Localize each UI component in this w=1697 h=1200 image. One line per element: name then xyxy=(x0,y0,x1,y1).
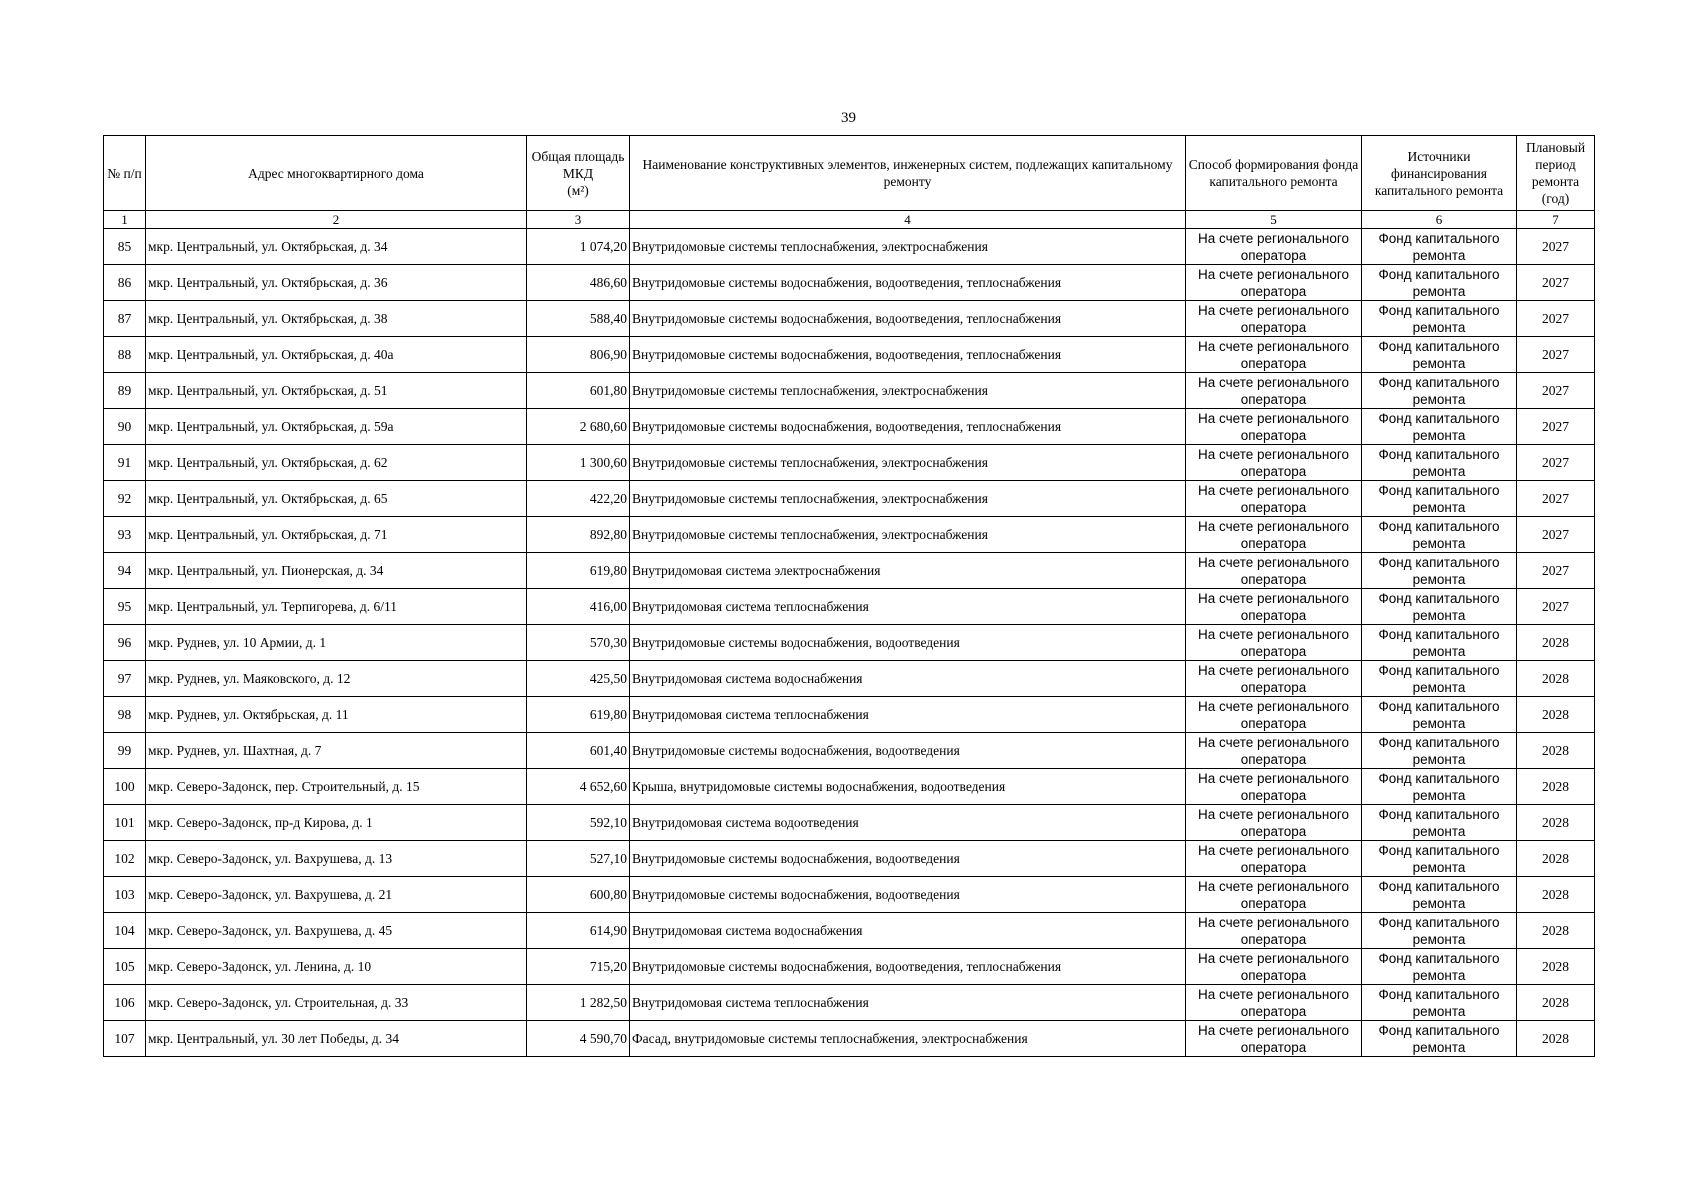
table-row xyxy=(104,625,1595,661)
row-number: 105 xyxy=(104,949,146,985)
area-cell: 1 074,20 xyxy=(527,229,630,265)
fund-method-cell: На счете регионального оператора xyxy=(1186,661,1362,697)
fund-method-cell: На счете регионального оператора xyxy=(1186,589,1362,625)
table-row xyxy=(104,553,1595,589)
address-cell: мкр. Руднев, ул. Октябрьская, д. 11 xyxy=(146,697,527,733)
elements-cell: Внутридомовые системы водоснабжения, водоотведения xyxy=(630,841,1186,877)
row-number: 98 xyxy=(104,697,146,733)
year-cell: 2028 xyxy=(1517,985,1595,1021)
area-cell: 806,90 xyxy=(527,337,630,373)
funding-source-cell: Фонд капитального ремонта xyxy=(1362,265,1517,301)
year-cell: 2027 xyxy=(1517,337,1595,373)
area-cell: 600,80 xyxy=(527,877,630,913)
address-cell: мкр. Центральный, ул. Октябрьская, д. 34 xyxy=(146,229,527,265)
row-number: 93 xyxy=(104,517,146,553)
fund-method-cell: На счете регионального оператора xyxy=(1186,877,1362,913)
elements-cell: Внутридомовые системы теплоснабжения, электроснабжения xyxy=(630,229,1186,265)
table-row xyxy=(104,661,1595,697)
elements-cell: Фасад, внутридомовые системы теплоснабжения, электроснабжения xyxy=(630,1021,1186,1057)
column-number: 1 xyxy=(104,211,146,229)
year-cell: 2027 xyxy=(1517,265,1595,301)
table-row xyxy=(104,481,1595,517)
row-number: 99 xyxy=(104,733,146,769)
row-number: 107 xyxy=(104,1021,146,1057)
table-row xyxy=(104,841,1595,877)
fund-method-cell: На счете регионального оператора xyxy=(1186,805,1362,841)
area-cell: 601,40 xyxy=(527,733,630,769)
address-cell: мкр. Северо-Задонск, пер. Строительный, д. 15 xyxy=(146,769,527,805)
page-number: 39 xyxy=(841,110,856,126)
table-row xyxy=(104,337,1595,373)
elements-cell: Внутридомовые системы водоснабжения, водоотведения xyxy=(630,625,1186,661)
funding-source-cell: Фонд капитального ремонта xyxy=(1362,913,1517,949)
year-cell: 2028 xyxy=(1517,913,1595,949)
repair-schedule-table xyxy=(103,135,1595,1057)
row-number: 85 xyxy=(104,229,146,265)
funding-source-cell: Фонд капитального ремонта xyxy=(1362,625,1517,661)
funding-source-cell: Фонд капитального ремонта xyxy=(1362,337,1517,373)
area-cell: 892,80 xyxy=(527,517,630,553)
funding-source-cell: Фонд капитального ремонта xyxy=(1362,373,1517,409)
fund-method-cell: На счете регионального оператора xyxy=(1186,301,1362,337)
address-cell: мкр. Северо-Задонск, ул. Вахрушева, д. 21 xyxy=(146,877,527,913)
elements-cell: Внутридомовая система водоснабжения xyxy=(630,661,1186,697)
header-period: Плановый период ремонта (год) xyxy=(1517,136,1595,211)
area-cell: 619,80 xyxy=(527,697,630,733)
table-row xyxy=(104,877,1595,913)
elements-cell: Внутридомовые системы водоснабжения, водоотведения, теплоснабжения xyxy=(630,409,1186,445)
table-row xyxy=(104,985,1595,1021)
funding-source-cell: Фонд капитального ремонта xyxy=(1362,445,1517,481)
address-cell: мкр. Центральный, ул. Октябрьская, д. 40а xyxy=(146,337,527,373)
header-sources: Источники финансирования капитального ремонта xyxy=(1362,136,1517,211)
row-number: 96 xyxy=(104,625,146,661)
area-cell: 601,80 xyxy=(527,373,630,409)
row-number: 95 xyxy=(104,589,146,625)
year-cell: 2027 xyxy=(1517,445,1595,481)
year-cell: 2027 xyxy=(1517,481,1595,517)
year-cell: 2028 xyxy=(1517,733,1595,769)
table-row xyxy=(104,769,1595,805)
area-cell: 416,00 xyxy=(527,589,630,625)
area-cell: 422,20 xyxy=(527,481,630,517)
table-row xyxy=(104,229,1595,265)
area-cell: 614,90 xyxy=(527,913,630,949)
area-cell: 4 652,60 xyxy=(527,769,630,805)
year-cell: 2028 xyxy=(1517,805,1595,841)
header-address: Адрес многоквартирного дома xyxy=(146,136,527,211)
address-cell: мкр. Руднев, ул. 10 Армии, д. 1 xyxy=(146,625,527,661)
table-row xyxy=(104,409,1595,445)
elements-cell: Внутридомовая система теплоснабжения xyxy=(630,589,1186,625)
year-cell: 2027 xyxy=(1517,517,1595,553)
funding-source-cell: Фонд капитального ремонта xyxy=(1362,1021,1517,1057)
address-cell: мкр. Центральный, ул. Октябрьская, д. 71 xyxy=(146,517,527,553)
elements-cell: Внутридомовые системы водоснабжения, водоотведения, теплоснабжения xyxy=(630,949,1186,985)
table-row xyxy=(104,445,1595,481)
fund-method-cell: На счете регионального оператора xyxy=(1186,337,1362,373)
area-cell: 425,50 xyxy=(527,661,630,697)
elements-cell: Внутридомовые системы водоснабжения, водоотведения xyxy=(630,877,1186,913)
elements-cell: Внутридомовые системы теплоснабжения, электроснабжения xyxy=(630,445,1186,481)
table-body xyxy=(104,229,1595,1057)
table-row xyxy=(104,949,1595,985)
funding-source-cell: Фонд капитального ремонта xyxy=(1362,553,1517,589)
fund-method-cell: На счете регионального оператора xyxy=(1186,985,1362,1021)
funding-source-cell: Фонд капитального ремонта xyxy=(1362,301,1517,337)
funding-source-cell: Фонд капитального ремонта xyxy=(1362,409,1517,445)
column-numbers-row xyxy=(104,211,1595,229)
funding-source-cell: Фонд капитального ремонта xyxy=(1362,877,1517,913)
area-cell: 2 680,60 xyxy=(527,409,630,445)
fund-method-cell: На счете регионального оператора xyxy=(1186,769,1362,805)
area-cell: 1 282,50 xyxy=(527,985,630,1021)
address-cell: мкр. Центральный, ул. Октябрьская, д. 65 xyxy=(146,481,527,517)
fund-method-cell: На счете регионального оператора xyxy=(1186,409,1362,445)
fund-method-cell: На счете регионального оператора xyxy=(1186,481,1362,517)
funding-source-cell: Фонд капитального ремонта xyxy=(1362,517,1517,553)
area-cell: 527,10 xyxy=(527,841,630,877)
table-row xyxy=(104,373,1595,409)
table-row xyxy=(104,301,1595,337)
area-cell: 715,20 xyxy=(527,949,630,985)
address-cell: мкр. Северо-Задонск, ул. Вахрушева, д. 45 xyxy=(146,913,527,949)
year-cell: 2028 xyxy=(1517,949,1595,985)
funding-source-cell: Фонд капитального ремонта xyxy=(1362,985,1517,1021)
area-cell: 1 300,60 xyxy=(527,445,630,481)
row-number: 94 xyxy=(104,553,146,589)
year-cell: 2027 xyxy=(1517,589,1595,625)
header-area xyxy=(527,136,630,211)
elements-cell: Внутридомовая система водоснабжения xyxy=(630,913,1186,949)
funding-source-cell: Фонд капитального ремонта xyxy=(1362,841,1517,877)
header-area-label: Общая площадь МКД xyxy=(531,148,625,181)
fund-method-cell: На счете регионального оператора xyxy=(1186,733,1362,769)
address-cell: мкр. Центральный, ул. Октябрьская, д. 62 xyxy=(146,445,527,481)
column-number: 7 xyxy=(1517,211,1595,229)
fund-method-cell: На счете регионального оператора xyxy=(1186,517,1362,553)
address-cell: мкр. Северо-Задонск, ул. Ленина, д. 10 xyxy=(146,949,527,985)
year-cell: 2027 xyxy=(1517,553,1595,589)
table-row xyxy=(104,1021,1595,1057)
year-cell: 2028 xyxy=(1517,1021,1595,1057)
column-number: 4 xyxy=(630,211,1186,229)
fund-method-cell: На счете регионального оператора xyxy=(1186,949,1362,985)
funding-source-cell: Фонд капитального ремонта xyxy=(1362,661,1517,697)
address-cell: мкр. Центральный, ул. Октябрьская, д. 51 xyxy=(146,373,527,409)
fund-method-cell: На счете регионального оператора xyxy=(1186,1021,1362,1057)
column-number: 6 xyxy=(1362,211,1517,229)
elements-cell: Внутридомовая система водоотведения xyxy=(630,805,1186,841)
fund-method-cell: На счете регионального оператора xyxy=(1186,229,1362,265)
fund-method-cell: На счете регионального оператора xyxy=(1186,841,1362,877)
elements-cell: Внутридомовые системы водоснабжения, водоотведения xyxy=(630,733,1186,769)
fund-method-cell: На счете регионального оператора xyxy=(1186,265,1362,301)
row-number: 89 xyxy=(104,373,146,409)
column-number: 5 xyxy=(1186,211,1362,229)
fund-method-cell: На счете регионального оператора xyxy=(1186,445,1362,481)
funding-source-cell: Фонд капитального ремонта xyxy=(1362,733,1517,769)
row-number: 87 xyxy=(104,301,146,337)
year-cell: 2028 xyxy=(1517,841,1595,877)
elements-cell: Крыша, внутридомовые системы водоснабжения, водоотведения xyxy=(630,769,1186,805)
elements-cell: Внутридомовая система теплоснабжения xyxy=(630,985,1186,1021)
area-cell: 570,30 xyxy=(527,625,630,661)
elements-cell: Внутридомовая система электроснабжения xyxy=(630,553,1186,589)
table-row xyxy=(104,733,1595,769)
fund-method-cell: На счете регионального оператора xyxy=(1186,373,1362,409)
address-cell: мкр. Центральный, ул. Терпигорева, д. 6/11 xyxy=(146,589,527,625)
year-cell: 2028 xyxy=(1517,769,1595,805)
year-cell: 2027 xyxy=(1517,373,1595,409)
header-area-unit: (м²) xyxy=(567,182,589,198)
row-number: 102 xyxy=(104,841,146,877)
row-number: 86 xyxy=(104,265,146,301)
year-cell: 2028 xyxy=(1517,877,1595,913)
row-number: 106 xyxy=(104,985,146,1021)
fund-method-cell: На счете регионального оператора xyxy=(1186,553,1362,589)
year-cell: 2028 xyxy=(1517,661,1595,697)
elements-cell: Внутридомовые системы водоснабжения, водоотведения, теплоснабжения xyxy=(630,265,1186,301)
elements-cell: Внутридомовые системы теплоснабжения, электроснабжения xyxy=(630,373,1186,409)
address-cell: мкр. Центральный, ул. Октябрьская, д. 36 xyxy=(146,265,527,301)
funding-source-cell: Фонд капитального ремонта xyxy=(1362,481,1517,517)
funding-source-cell: Фонд капитального ремонта xyxy=(1362,229,1517,265)
row-number: 92 xyxy=(104,481,146,517)
area-cell: 588,40 xyxy=(527,301,630,337)
area-cell: 486,60 xyxy=(527,265,630,301)
area-cell: 4 590,70 xyxy=(527,1021,630,1057)
elements-cell: Внутридомовые системы теплоснабжения, электроснабжения xyxy=(630,517,1186,553)
table-row xyxy=(104,517,1595,553)
row-number: 103 xyxy=(104,877,146,913)
year-cell: 2027 xyxy=(1517,301,1595,337)
funding-source-cell: Фонд капитального ремонта xyxy=(1362,805,1517,841)
address-cell: мкр. Руднев, ул. Шахтная, д. 7 xyxy=(146,733,527,769)
column-number: 3 xyxy=(527,211,630,229)
column-number: 2 xyxy=(146,211,527,229)
header-fund-method: Способ формирования фонда капитального ремонта xyxy=(1186,136,1362,211)
elements-cell: Внутридомовая система теплоснабжения xyxy=(630,697,1186,733)
funding-source-cell: Фонд капитального ремонта xyxy=(1362,589,1517,625)
funding-source-cell: Фонд капитального ремонта xyxy=(1362,949,1517,985)
table-row xyxy=(104,265,1595,301)
row-number: 101 xyxy=(104,805,146,841)
address-cell: мкр. Северо-Задонск, ул. Вахрушева, д. 13 xyxy=(146,841,527,877)
year-cell: 2027 xyxy=(1517,229,1595,265)
table-row xyxy=(104,697,1595,733)
table-row xyxy=(104,589,1595,625)
fund-method-cell: На счете регионального оператора xyxy=(1186,625,1362,661)
year-cell: 2028 xyxy=(1517,697,1595,733)
funding-source-cell: Фонд капитального ремонта xyxy=(1362,697,1517,733)
elements-cell: Внутридомовые системы водоснабжения, водоотведения, теплоснабжения xyxy=(630,337,1186,373)
table-row xyxy=(104,913,1595,949)
address-cell: мкр. Центральный, ул. Октябрьская, д. 59а xyxy=(146,409,527,445)
header-row xyxy=(104,136,1595,211)
header-num: № п/п xyxy=(104,136,146,211)
table-row xyxy=(104,805,1595,841)
address-cell: мкр. Руднев, ул. Маяковского, д. 12 xyxy=(146,661,527,697)
elements-cell: Внутридомовые системы водоснабжения, водоотведения, теплоснабжения xyxy=(630,301,1186,337)
area-cell: 619,80 xyxy=(527,553,630,589)
year-cell: 2028 xyxy=(1517,625,1595,661)
address-cell: мкр. Центральный, ул. 30 лет Победы, д. 34 xyxy=(146,1021,527,1057)
address-cell: мкр. Северо-Задонск, пр-д Кирова, д. 1 xyxy=(146,805,527,841)
address-cell: мкр. Северо-Задонск, ул. Строительная, д. 33 xyxy=(146,985,527,1021)
funding-source-cell: Фонд капитального ремонта xyxy=(1362,769,1517,805)
row-number: 100 xyxy=(104,769,146,805)
address-cell: мкр. Центральный, ул. Октябрьская, д. 38 xyxy=(146,301,527,337)
row-number: 104 xyxy=(104,913,146,949)
elements-cell: Внутридомовые системы теплоснабжения, электроснабжения xyxy=(630,481,1186,517)
address-cell: мкр. Центральный, ул. Пионерская, д. 34 xyxy=(146,553,527,589)
row-number: 91 xyxy=(104,445,146,481)
year-cell: 2027 xyxy=(1517,409,1595,445)
row-number: 97 xyxy=(104,661,146,697)
fund-method-cell: На счете регионального оператора xyxy=(1186,697,1362,733)
row-number: 90 xyxy=(104,409,146,445)
header-elements: Наименование конструктивных элементов, инженерных систем, подлежащих капитальному ремонту xyxy=(630,136,1186,211)
row-number: 88 xyxy=(104,337,146,373)
area-cell: 592,10 xyxy=(527,805,630,841)
fund-method-cell: На счете регионального оператора xyxy=(1186,913,1362,949)
